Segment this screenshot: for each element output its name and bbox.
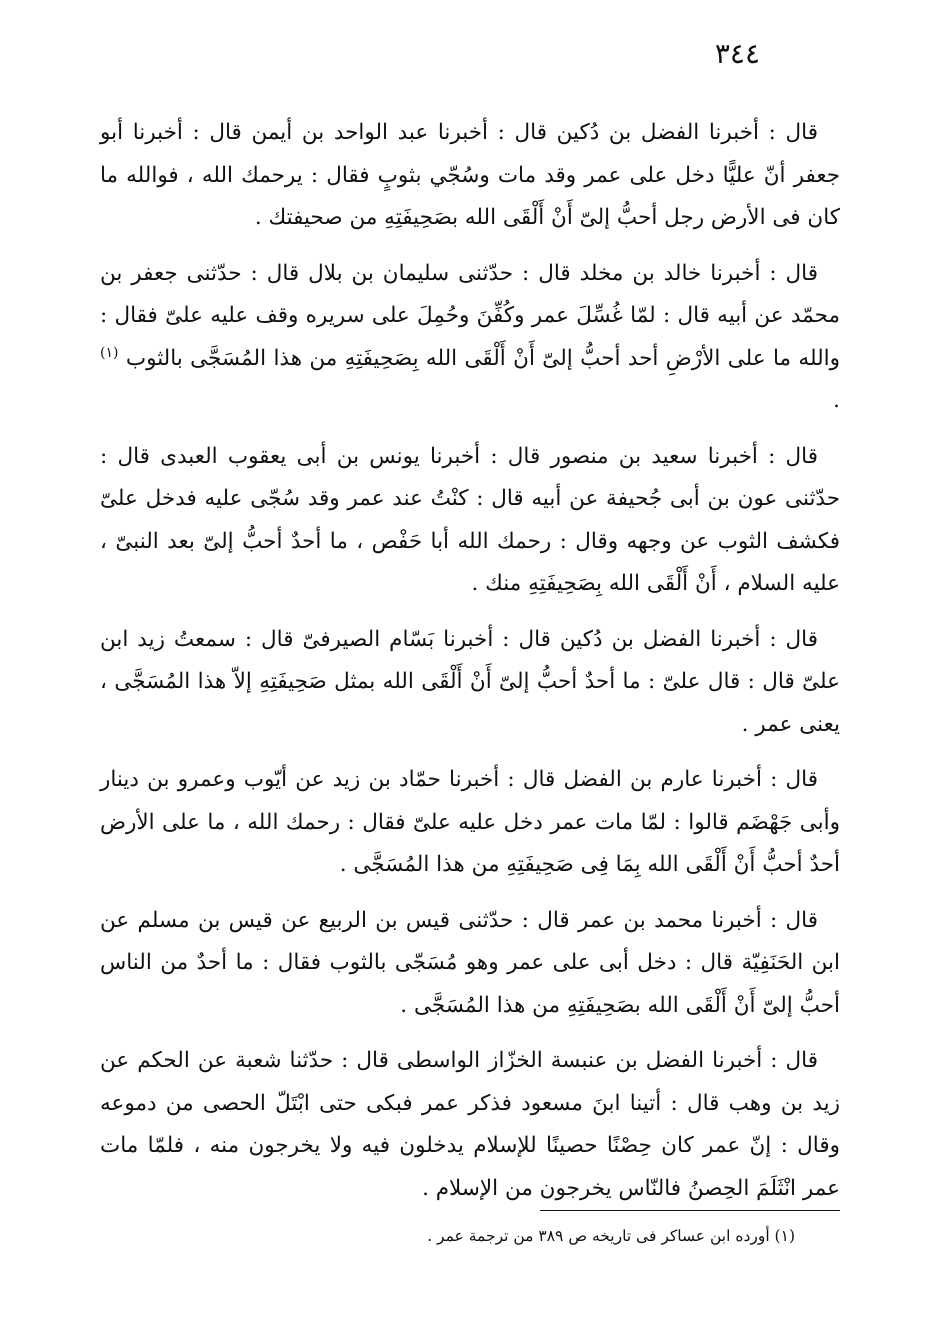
paragraph-7: قال : أخبرنا الفضل بن عنبسة الخزّاز الواسطى قال : حدّثنا شعبة عن الحكم عن زيد بن وهب قال : أتينا ابنَ مسعود فذكر عمر فبكى حتى ابْتَلّ الحصى من دموعه وقال : إنّ عمر كان حِصْنًا حصينًا للإسلام يدخلون فيه ولا يخرجون منه ، فلمّا مات عمر انْثَلَمَ الحِصنُ فالنّاس يخرجون من الإسلام . (100, 1048, 840, 1201)
paragraph-1: قال : أخبرنا الفضل بن دُكين قال : أخبرنا عبد الواحد بن أيمن قال : أخبرنا أبو جعفر أنّ عليًّا دخل على عمر وقد مات وسُجّي بثوبٍ فقال : يرحمك الله ، فوالله ما كان فى الأرض رجل أحبُّ إلىّ أَنْ أَلْقَى الله بصَحِيفَتِهِ من صحيفتك . (100, 120, 840, 230)
footnote-divider (540, 1210, 840, 1211)
page-number: ٣٤٤ (714, 37, 760, 70)
paragraph-5: قال : أخبرنا عارم بن الفضل قال : أخبرنا حمّاد بن زيد عن أيّوب وعمرو بن دينار وأبى جَهْضَم قالوا : لمّا مات عمر دخل عليه علىّ فقال : رحمك الله ، ما على الأرض أحدٌ أحبُّ أَنْ أَلْقَى الله بِمَا فِى صَحِيفَتِهِ من هذا المُسَجَّى . (100, 767, 840, 877)
footnote: (١) أورده ابن عساكر فى تاريخه ص ٣٨٩ من ترجمة عمر . (427, 1227, 795, 1245)
paragraph-6: قال : أخبرنا محمد بن عمر قال : حدّثنى قيس بن الربيع عن قيس بن مسلم عن ابن الحَنَفِيّة قال : دخل أبى على عمر وهو مُسَجّى بالثوب فقال : ما أحدٌ من الناس أحبُّ إلىّ أَنْ أَلْقَى الله بصَحِيفَتِهِ من هذا المُسَجَّى . (100, 907, 840, 1018)
paragraph-2-end: . (833, 388, 840, 413)
paragraph-4: قال : أخبرنا الفضل بن دُكين قال : أخبرنا بَسّام الصيرفىّ قال : سمعتُ زيد ابن علىّ قال : قال علىّ : ما أحدٌ أحبُّ إلىّ أَنْ أَلْقَى الله بمثل صَحِيفَتِهِ إلاّ هذا المُسَجَّى ، يعنى عمر . (100, 626, 840, 737)
body-text (100, 112, 840, 1223)
paragraph-2-text: قال : أخبرنا خالد بن مخلد قال : حدّثنى سليمان بن بلال قال : حدّثنى جعفر بن محمّد عن أبيه قال : لمّا غُسِّلَ عمر وكُفِّنَ وحُمِلَ على سريره وقف عليه علىّ فقال : والله ما على الأرْضِ أحد أحبُّ إلىّ أَنْ أَلْقَى الله بِصَحِيفَتِهِ من هذا المُسَجَّى بالثوب (100, 260, 840, 371)
paragraph-2 (100, 253, 840, 423)
paragraph-3: قال : أخبرنا سعيد بن منصور قال : أخبرنا يونس بن أبى يعقوب العبدى قال : حدّثنى عون بن أبى جُحيفة عن أبيه قال : كنْتُ عند عمر وقد سُجّى عليه فدخل علىّ فكشف الثوب عن وجهه وقال : رحمك الله أبا حَفْص ، ما أحدٌ أحبُّ إلىّ بعد النبىّ ، عليه السلام ، أَنْ أَلْقَى الله بِصَحِيفَتِهِ منك . (100, 443, 840, 596)
footnote-reference[interactable]: (١) (100, 344, 119, 361)
